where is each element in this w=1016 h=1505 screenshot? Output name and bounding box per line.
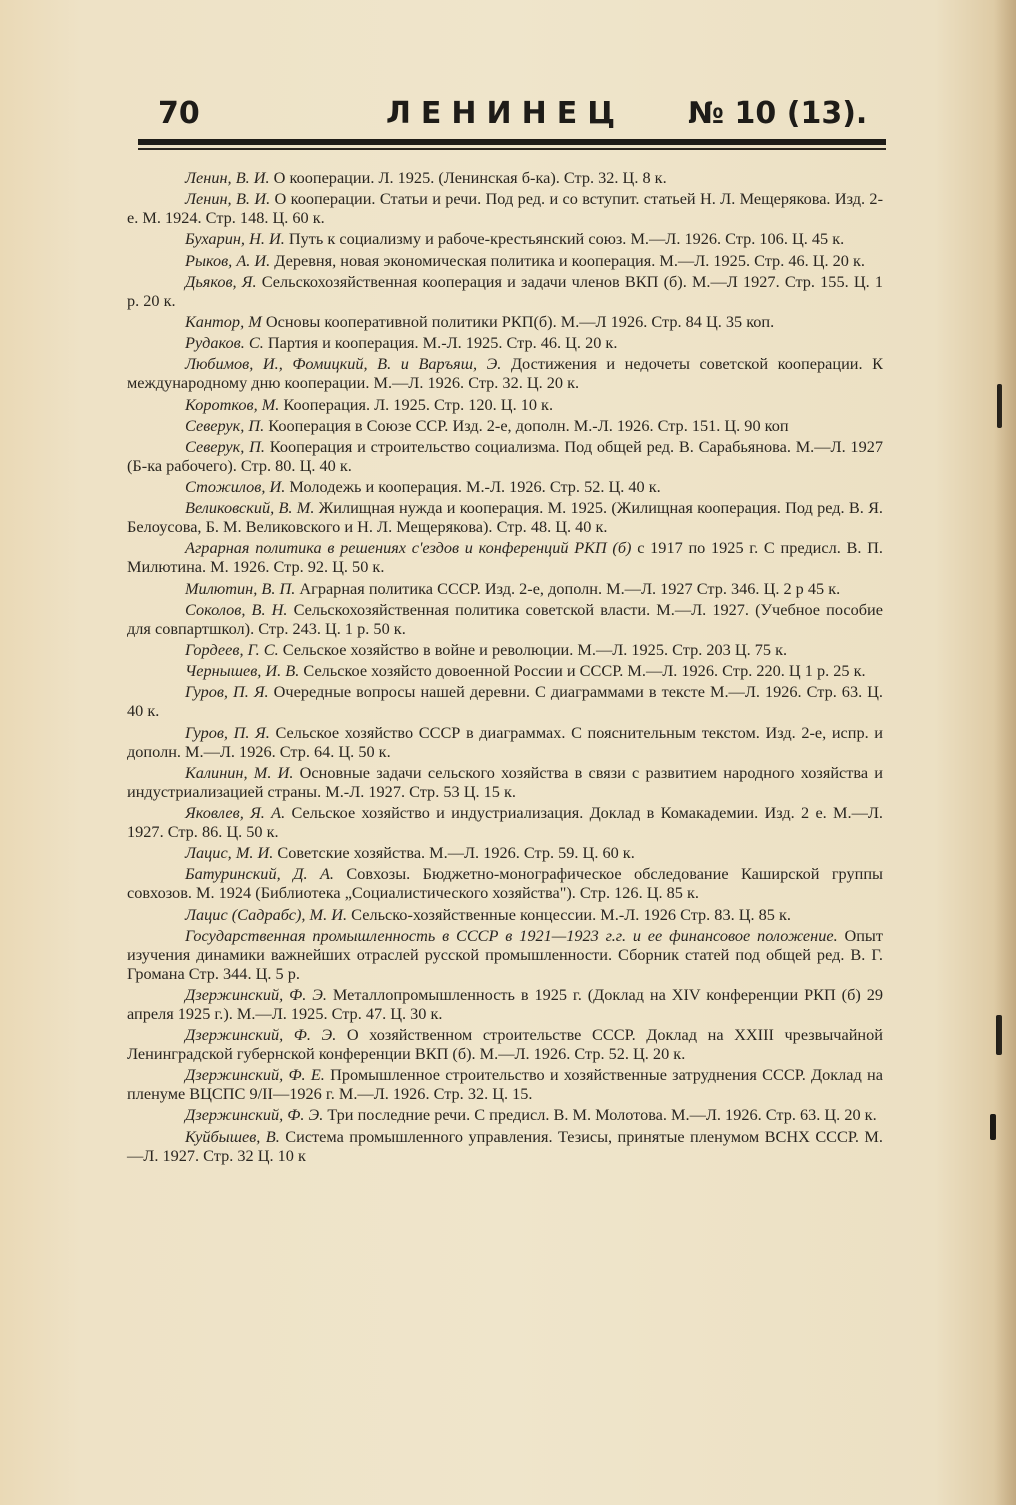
bibliography-entry xyxy=(127,661,883,680)
entry-author: Калинин, М. И. xyxy=(185,762,294,782)
entry-details: Кооперация и строительство социализма. Под общей ред. В. Сарабьянова. М.—Л. 1927 (Б-ка рабочего). Стр. 80. Ц. 40 к. xyxy=(127,436,883,475)
entry-author: Дьяков, Я. xyxy=(185,271,257,291)
bibliography-entry xyxy=(127,1127,883,1165)
entry-details: Партия и кооперация. М.-Л. 1925. Стр. 46. Ц. 20 к. xyxy=(263,333,618,353)
bibliography-entry xyxy=(127,395,883,414)
entry-details: Основы кооперативной политики РКП(б). М.—Л 1926. Стр. 84 Ц. 35 коп. xyxy=(261,311,775,331)
entry-details: О кооперации. Статьи и речи. Под ред. и со вступит. статьей Н. Л. Мещерякова. Изд. 2-е. М. 1924. Стр. 148. Ц. 60 к. xyxy=(127,189,883,228)
entry-author: Кантор, М xyxy=(185,311,262,331)
entry-author: Коротков, М. xyxy=(185,394,280,414)
entry-author: Гуров, П. Я. xyxy=(185,722,270,742)
bibliography-entry xyxy=(127,985,883,1023)
entry-details: Жилищная нужда и кооперация. М. 1925. (Жилищная кооперация. Под ред. В. Я. Белоусова, Б. М. Великовского и Н. Л. Мещерякова). Стр. 48. Ц. 40 к. xyxy=(127,498,883,537)
entry-author: Бухарин, Н. И. xyxy=(185,229,285,249)
entry-author: Северук, П. xyxy=(185,436,265,456)
page-edge-shadow xyxy=(994,0,1016,1505)
entry-details: с 1917 по 1925 г. С предисл. В. П. Милютина. М. 1926. Стр. 92. Ц. 50 к. xyxy=(127,538,884,577)
entry-details: Сельское хозяйсто довоенной России и СССР. М.—Л. 1926. Стр. 220. Ц 1 р. 25 к. xyxy=(299,661,866,681)
entry-author: Рудаков. С. xyxy=(185,333,264,353)
header-rule-thin xyxy=(138,148,886,150)
entry-author: Дзержинский, Ф. Е. xyxy=(185,1065,325,1085)
bibliography-entry xyxy=(127,723,883,761)
entry-author: Государственная промышленность в СССР в 1921—1923 г.г. и ее финансовое положение. xyxy=(185,925,838,945)
entry-author: Дзержинский, Ф. Э. xyxy=(185,1025,337,1045)
entry-author: Соколов, В. Н. xyxy=(185,599,288,619)
entry-details: Советские хозяйства. М.—Л. 1926. Стр. 59. Ц. 60 к. xyxy=(273,843,635,863)
bibliography-entry xyxy=(127,251,883,270)
entry-author: Дзержинский, Ф. Э. xyxy=(185,984,327,1004)
entry-author: Аграрная политика в решениях с'ездов и конференций РКП (б) xyxy=(185,538,632,558)
entry-details: Сельское хозяйство и индустриализация. Доклад в Комакадемии. Изд. 2 е. М.—Л. 1927. Стр. 86. Ц. 50 к. xyxy=(127,802,883,841)
header-rule-thick xyxy=(138,139,886,145)
entry-details: Достижения и недочеты советской кооперации. К международному дню кооперации. М.—Л. 1926. Стр. 32. Ц. 20 к. xyxy=(127,354,883,393)
bibliography-entry xyxy=(127,803,883,841)
bibliography-entry xyxy=(127,1065,883,1103)
bibliography-entry xyxy=(127,600,883,638)
bibliography-entry xyxy=(127,905,883,924)
entry-details: Совхозы. Бюджетно-монографическое обследование Каширской группы совхозов. М. 1924 (Библиотека „Социалистического хозяйства"). Стр. 126. Ц. 85 к. xyxy=(127,864,883,903)
bibliography-entry xyxy=(127,498,883,536)
entry-details: Сельско-хозяйственные концессии. М.-Л. 1926 Стр. 83. Ц. 85 к. xyxy=(347,904,791,924)
entry-author: Лацис, М. И. xyxy=(185,843,274,863)
bibliography-list xyxy=(127,168,883,1167)
entry-details: Кооперация. Л. 1925. Стр. 120. Ц. 10 к. xyxy=(279,394,554,414)
bibliography-entry xyxy=(127,864,883,902)
entry-details: Промышленное строительство и хозяйственные затруднения СССР. Доклад на пленуме ВЦСПС 9/II—1926 г. М.—Л. 1926. Стр. 32. Ц. 15. xyxy=(127,1065,883,1104)
entry-author: Стожилов, И. xyxy=(185,477,286,497)
entry-author: Любимов, И., Фомицкий, В. и Варъяш, Э. xyxy=(185,354,502,374)
entry-details: Металлопромышленность в 1925 г. (Доклад на XIV конференции РКП (б) 29 апреля 1925 г.). М.—Л. 1925. Стр. 47. Ц. 30 к. xyxy=(127,984,883,1023)
entry-author: Северук, П. xyxy=(185,415,265,435)
page-number: 70 xyxy=(158,96,200,131)
entry-details: Система промышленного управления. Тезисы, принятые пленумом ВСНХ СССР. М.—Л. 1927. Стр. 32 Ц. 10 к xyxy=(127,1126,883,1165)
entry-author: Рыков, А. И. xyxy=(185,250,271,270)
bibliography-entry xyxy=(127,640,883,659)
entry-details: Основные задачи сельского хозяйства в связи с развитием народного хозяйства и индустриализацией страны. М.-Л. 1927. Стр. 53 Ц. 15 к. xyxy=(127,762,883,801)
bibliography-entry xyxy=(127,437,883,475)
bibliography-entry xyxy=(127,579,883,598)
entry-author: Гордеев, Г. С. xyxy=(185,640,279,659)
bibliography-entry xyxy=(127,1105,883,1124)
entry-details: Деревня, новая экономическая политика и кооперация. М.—Л. 1925. Стр. 46. Ц. 20 к. xyxy=(270,250,865,270)
entry-details: Аграрная политика СССР. Изд. 2-е, дополн. М.—Л. 1927 Стр. 346. Ц. 2 р 45 к. xyxy=(295,578,841,598)
entry-author: Батуринский, Д. А. xyxy=(185,864,334,884)
entry-author: Гуров, П. Я. xyxy=(185,682,269,702)
bibliography-entry xyxy=(127,229,883,248)
entry-details: Сельскохозяйственная кооперация и задачи членов ВКП (б). М.—Л 1927. Стр. 155. Ц. 1 р. 20 к. xyxy=(127,271,883,310)
entry-details: Опыт изучения динамики важнейших отраслей русской промышленности. Сборник статей под общей ред. В. Г. Громана Стр. 344. Ц. 5 р. xyxy=(127,925,883,983)
issue-number: № 10 (13). xyxy=(688,96,868,131)
entry-author: Чернышев, И. В. xyxy=(185,661,300,681)
bibliography-entry xyxy=(127,477,883,496)
bibliography-entry xyxy=(127,763,883,801)
bibliography-entry xyxy=(127,189,883,227)
bibliography-entry xyxy=(127,843,883,862)
entry-author: Яковлев, Я. А. xyxy=(185,802,286,822)
bibliography-entry xyxy=(127,312,883,331)
entry-details: О кооперации. Л. 1925. (Ленинская б-ка). Стр. 32. Ц. 8 к. xyxy=(269,168,667,187)
entry-details: Молодежь и кооперация. М.-Л. 1926. Стр. 52. Ц. 40 к. xyxy=(285,477,661,497)
entry-author: Ленин, В. И. xyxy=(185,189,271,209)
bibliography-entry xyxy=(127,416,883,435)
entry-details: Три последние речи. С предисл. В. М. Молотова. М.—Л. 1926. Стр. 63. Ц. 20 к. xyxy=(323,1105,877,1125)
entry-author: Куйбышев, В. xyxy=(185,1126,280,1146)
bibliography-entry xyxy=(127,354,883,392)
entry-details: Кооперация в Союзе ССР. Изд. 2-е, дополн. М.-Л. 1926. Стр. 151. Ц. 90 коп xyxy=(264,415,789,435)
entry-author: Великовский, В. М. xyxy=(185,498,315,518)
entry-details: Сельское хозяйство в войне и революции. М.—Л. 1925. Стр. 203 Ц. 75 к. xyxy=(278,640,788,659)
entry-details: Очередные вопросы нашей деревни. С диаграммами в тексте М.—Л. 1926. Стр. 63. Ц. 40 к. xyxy=(127,682,883,721)
entry-author: Милютин, В. П. xyxy=(185,578,296,598)
bibliography-entry xyxy=(127,168,883,187)
bibliography-entry xyxy=(127,538,883,576)
entry-author: Лацис (Садрабс), М. И. xyxy=(185,904,348,924)
bibliography-entry xyxy=(127,333,883,352)
entry-details: Путь к социализму и рабоче-крестьянский союз. М.—Л. 1926. Стр. 106. Ц. 45 к. xyxy=(284,229,845,249)
bibliography-entry xyxy=(127,272,883,310)
bibliography-entry xyxy=(127,1025,883,1063)
entry-details: Сельское хозяйство СССР в диаграммах. С пояснительным текстом. Изд. 2-е, испр. и дополн. М.—Л. 1926. Стр. 64. Ц. 50 к. xyxy=(127,722,884,761)
journal-title: ЛЕНИНЕЦ xyxy=(386,96,626,131)
bibliography-entry xyxy=(127,682,883,720)
bibliography-entry xyxy=(127,926,883,983)
page-header xyxy=(158,96,878,140)
entry-details: О хозяйственном строительстве СССР. Доклад на XXIII чрезвычайной Ленинградской губернской конференции ВКП (б). М.—Л. 1926. Стр. 52. Ц. 20 к. xyxy=(127,1025,884,1064)
entry-author: Дзержинский, Ф. Э. xyxy=(185,1105,324,1125)
entry-details: Сельскохозяйственная политика советской власти. М.—Л. 1927. (Учебное пособие для совпартшкол). Стр. 243. Ц. 1 р. 50 к. xyxy=(127,599,883,638)
entry-author: Ленин, В. И. xyxy=(185,168,270,187)
